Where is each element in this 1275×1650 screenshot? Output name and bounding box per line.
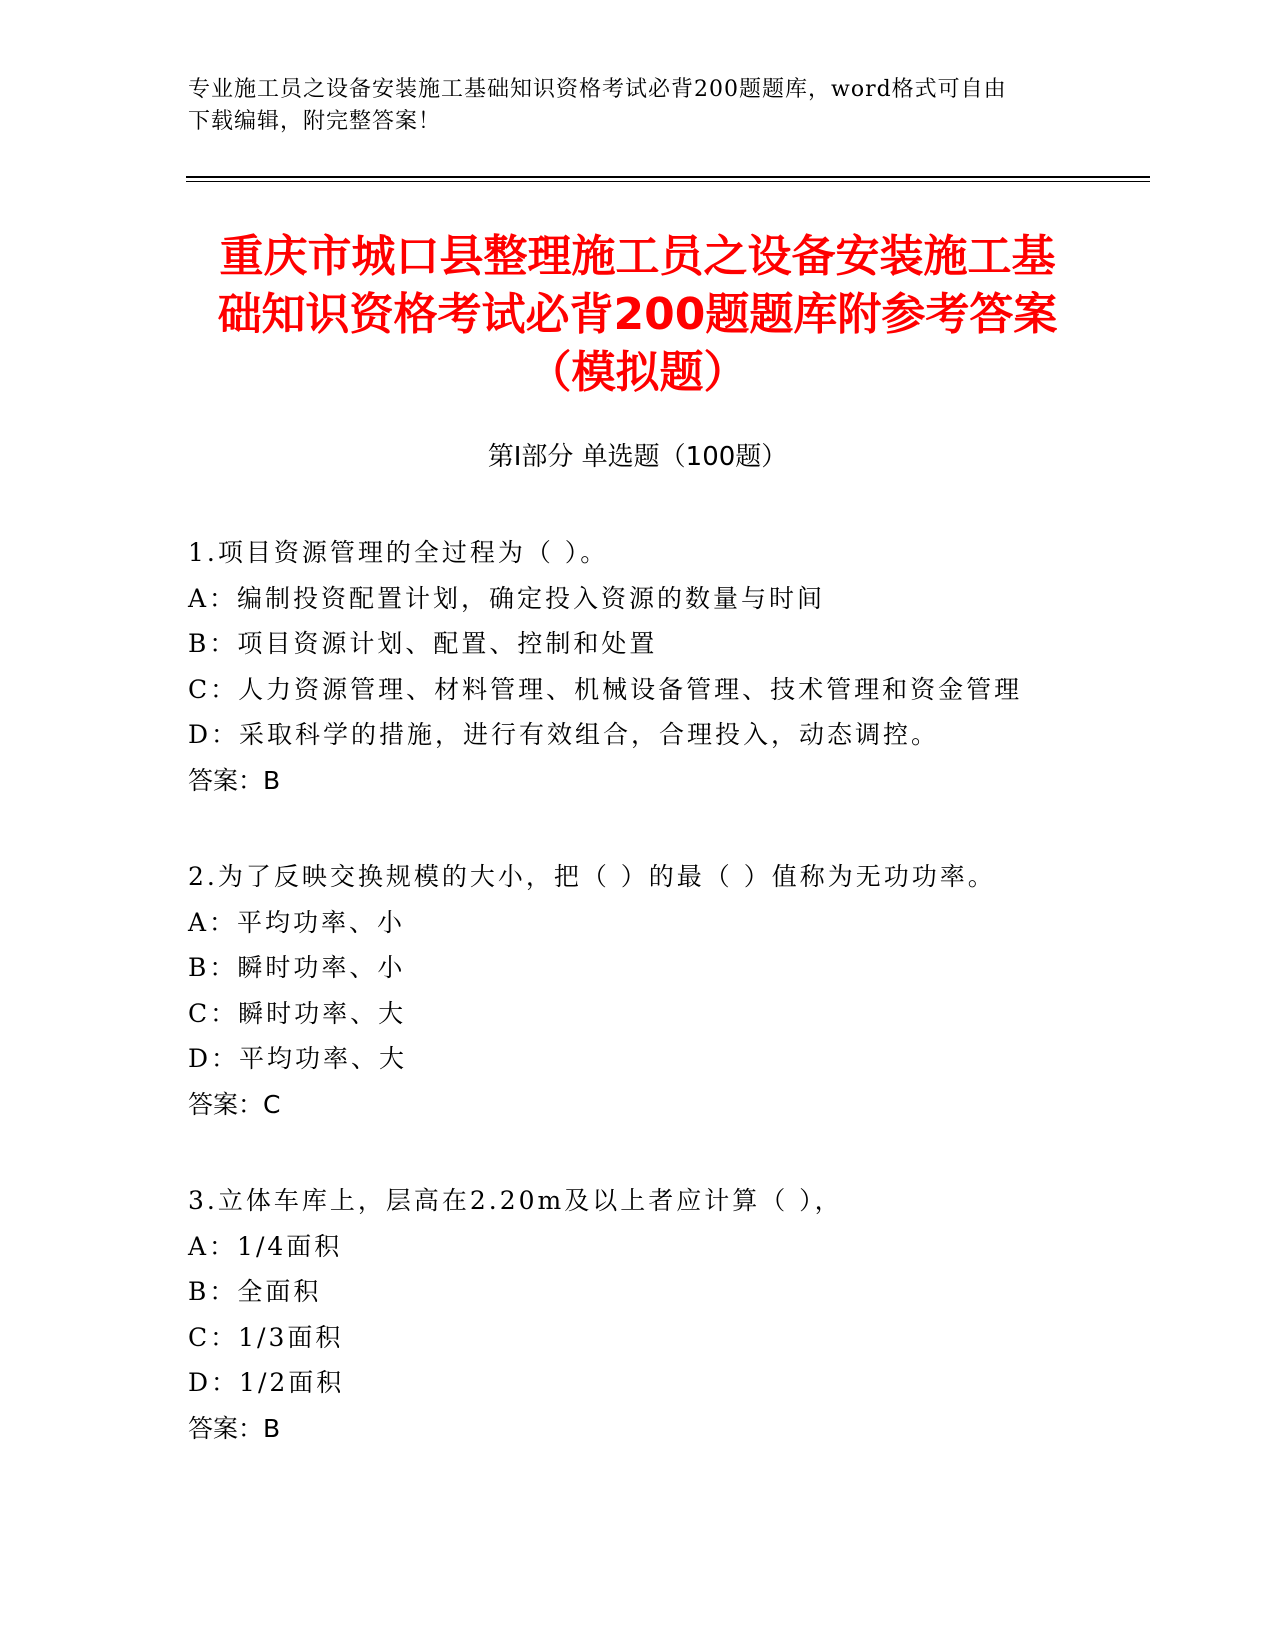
option-c: C：1/3面积 — [188, 1322, 344, 1352]
header-note-line-2: 下载编辑，附完整答案！ — [188, 109, 442, 134]
header-divider-thin — [186, 181, 1150, 182]
question-list — [188, 530, 1148, 1502]
header-note-line-1: 专业施工员之设备安装施工基础知识资格考试必背200题题库，word格式可自由 — [188, 77, 1007, 102]
document-title-line-2: 础知识资格考试必背200题题库附参考答案 — [217, 289, 1058, 340]
option-d: D：平均功率、大 — [188, 1044, 408, 1073]
option-b: B：瞬时功率、小 — [188, 953, 406, 982]
option-b: B：全面积 — [188, 1277, 322, 1306]
question-2 — [188, 854, 1148, 1127]
option-b: B：项目资源计划、配置、控制和处置 — [188, 629, 658, 658]
question-stem: 1.项目资源管理的全过程为（ ）。 — [188, 538, 609, 567]
document-title — [150, 228, 1125, 402]
answer: 答案：B — [188, 1413, 281, 1443]
header-note — [188, 74, 1088, 138]
option-c: C：人力资源管理、材料管理、机械设备管理、技术管理和资金管理 — [188, 674, 1023, 704]
option-a: A：1/4面积 — [188, 1231, 343, 1261]
option-a: A：编制投资配置计划，确定投入资源的数量与时间 — [188, 583, 826, 613]
question-1 — [188, 530, 1148, 803]
document-title-line-3: （模拟题） — [527, 347, 748, 398]
answer: 答案：B — [188, 765, 281, 795]
question-3 — [188, 1178, 1148, 1451]
option-d: D：采取科学的措施，进行有效组合，合理投入，动态调控。 — [188, 720, 940, 749]
answer: 答案：C — [188, 1089, 281, 1119]
question-stem: 2.为了反映交换规模的大小，把（ ）的最（ ）值称为无功功率。 — [188, 862, 996, 891]
option-c: C：瞬时功率、大 — [188, 998, 407, 1028]
document-title-line-1: 重庆市城口县整理施工员之设备安装施工基 — [219, 231, 1056, 282]
section-title: 第Ⅰ部分 单选题（100题） — [487, 442, 788, 472]
option-d: D：1/2面积 — [188, 1368, 345, 1397]
question-stem: 3.立体车库上，层高在2.20m及以上者应计算（ ）， — [188, 1186, 843, 1215]
header-divider-thick — [186, 176, 1150, 178]
option-a: A：平均功率、小 — [188, 907, 406, 937]
